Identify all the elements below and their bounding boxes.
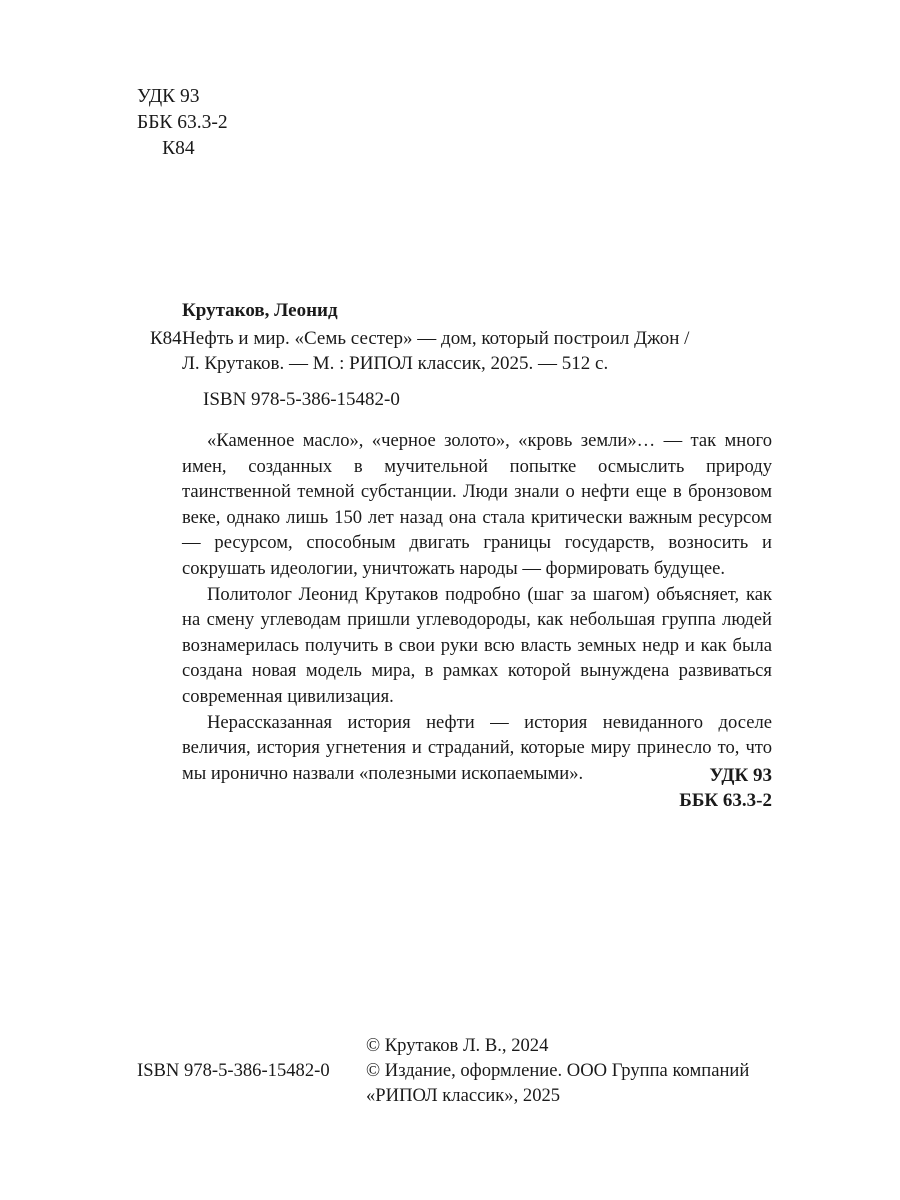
annotation-text bbox=[182, 428, 772, 786]
entry-author-sign: К84 bbox=[150, 327, 182, 349]
bbk-code-top: ББК 63.3-2 bbox=[137, 112, 228, 133]
annotation-paragraph-2: Политолог Леонид Крутаков подробно (шаг за шагом) объясняет, как на смену углеводам пришли углеводороды, как небольшая группа людей вознамерилась получить в свои руки всю власть земных недр и как была создана новая модель мира, в рамках которой вынуждена развиваться современная цивилизация. bbox=[182, 583, 772, 707]
annotation-paragraph-3: Нерассказанная история нефти — история невиданного доселе величия, история угнетения и страданий, которые миру принесло то, что мы иронично назвали «полезными ископаемыми». bbox=[182, 711, 772, 784]
copyright-line-author: © Крутаков Л. В., 2024 bbox=[366, 1035, 549, 1056]
classification-block-top bbox=[137, 84, 228, 162]
copyright-line-publisher: © Издание, оформление. ООО Группа компаний bbox=[366, 1060, 750, 1081]
page-footer bbox=[0, 1022, 900, 1112]
isbn-footer: ISBN 978-5-386-15482-0 bbox=[137, 1060, 330, 1081]
copyright-block bbox=[366, 1033, 749, 1108]
isbn-record: ISBN 978-5-386-15482-0 bbox=[203, 389, 400, 410]
classification-block-bottom bbox=[679, 763, 772, 813]
bibliographic-record bbox=[150, 298, 775, 377]
copyright-line-publisher-name: «РИПОЛ классик», 2025 bbox=[366, 1085, 561, 1106]
entry-title-line: Нефть и мир. «Семь сестер» — дом, который построил Джон / bbox=[182, 327, 690, 349]
bbk-code-bottom: ББК 63.3-2 bbox=[679, 790, 772, 811]
author-name: Крутаков, Леонид bbox=[182, 300, 338, 321]
udk-code-bottom: УДК 93 bbox=[709, 765, 772, 786]
author-sign-code: К84 bbox=[162, 138, 195, 159]
udk-code-top: УДК 93 bbox=[137, 86, 200, 107]
entry-imprint-line: Л. Крутаков. — М. : РИПОЛ классик, 2025. — 512 с. bbox=[182, 353, 609, 374]
annotation-paragraph-1: «Каменное масло», «черное золото», «кровь земли»… — так много имен, созданных в мучительной попытке осмыслить природу таинственной темной субстанции. Люди знали о нефти еще в бронзовом веке, однако лишь 150 лет назад она стала критически важным ресурсом — ресурсом, способным двигать границы государств, возносить и сокрушать идеологии, уничтожать народы — формировать будущее. bbox=[182, 430, 772, 579]
bibliographic-entry bbox=[150, 326, 775, 377]
